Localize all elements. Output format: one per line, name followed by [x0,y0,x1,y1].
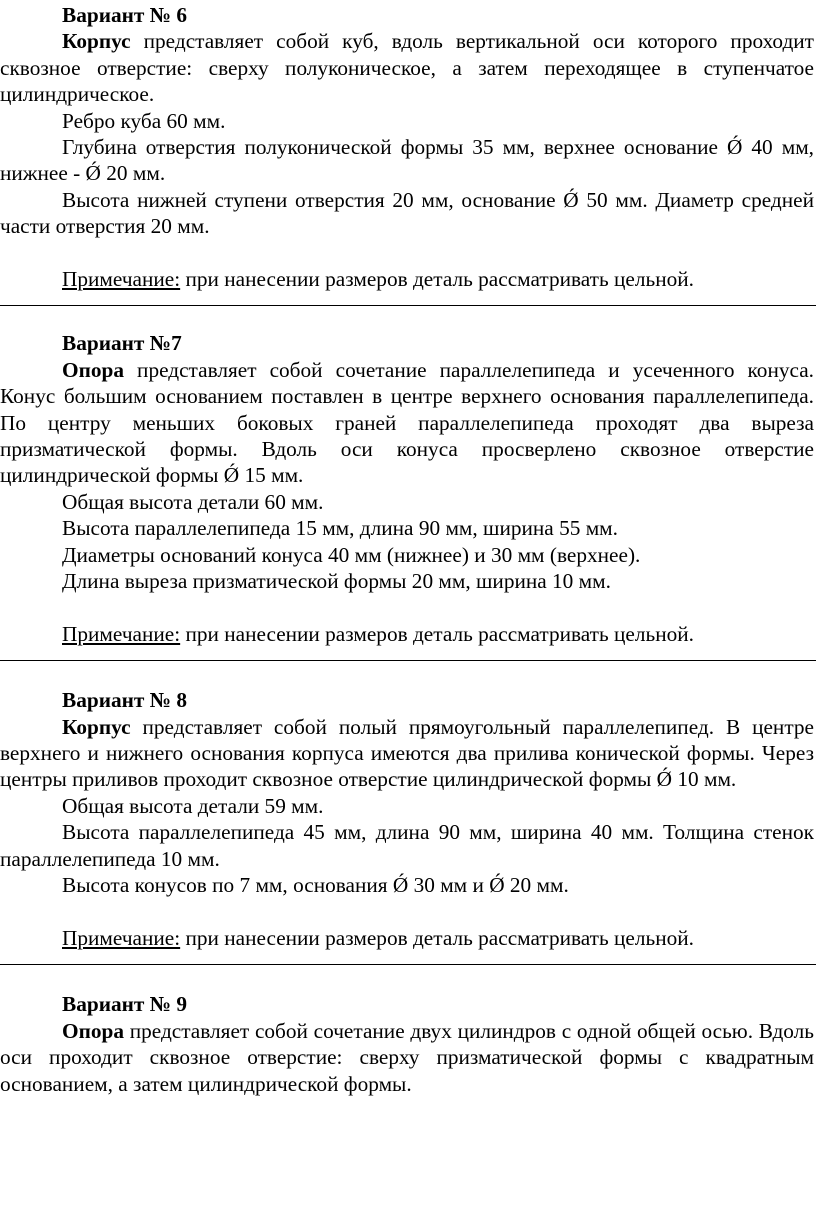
note-text: при нанесении размеров деталь рассматривать цельной. [180,925,694,950]
variant-8-title: Вариант № 8 [62,688,188,713]
variant-8-subject: Корпус [62,714,131,739]
variant-8-description-text: представляет собой полый прямоугольный параллелепипед. В центре верхнего и нижнего основания корпуса имеются два прилива конической формы. Через центры приливов проходит сквозное отверстие цилиндрической формы Ǿ 10 мм. [0,714,814,792]
variant-7-cutout-dims: Длина выреза призматической формы 20 мм, ширина 10 мм. [62,569,611,594]
note-label: Примечание: [62,267,181,292]
variant-8-section [0,687,816,965]
note-text: при нанесении размеров деталь рассматривать цельной. [180,267,694,292]
variant-7-box-dims: Высота параллелепипеда 15 мм, длина 90 мм, ширина 55 мм. [62,516,618,541]
variant-8-note [0,925,816,951]
variant-6-title: Вариант № 6 [62,3,188,27]
variant-7-description [0,357,816,489]
variant-7-section [0,330,816,661]
variant-7-cone-diameters: Диаметры оснований конуса 40 мм (нижнее) и 30 мм (верхнее). [62,542,641,567]
variant-6-description [0,28,816,107]
variant-6-note [0,266,816,292]
variant-6-cube-edge: Ребро куба 60 мм. [62,108,226,133]
note-label: Примечание: [62,925,181,950]
variant-9-section [0,991,816,1097]
document-page [0,2,816,1097]
variant-8-description [0,714,816,793]
variant-8-total-height: Общая высота детали 59 мм. [62,793,324,818]
variant-6-subject: Корпус [62,29,131,54]
variant-8-box-dims: Высота параллелепипеда 45 мм, длина 90 мм, ширина 40 мм. Толщина стенок параллелепипеда 10 мм. [0,820,814,871]
variant-7-subject: Опора [62,357,124,382]
variant-6-section [0,2,816,306]
variant-7-description-text: представляет собой сочетание параллелепипеда и усеченного конуса. Конус большим основанием поставлен в центре верхнего основания параллелепипеда. По центру меньших боковых граней параллелепипеда проходят два выреза призматической формы. Вдоль оси конуса просверлено сквозное отверстие цилиндрической формы Ǿ 15 мм. [0,357,814,488]
variant-6-step-hole: Высота нижней ступени отверстия 20 мм, основание Ǿ 50 мм. Диаметр средней части отверстия 20 мм. [0,187,814,239]
variant-9-description [0,1018,816,1097]
variant-9-subject: Опора [62,1018,124,1043]
note-text: при нанесении размеров деталь рассматривать цельной. [180,621,694,646]
variant-8-cone-dims: Высота конусов по 7 мм, основания Ǿ 30 мм и Ǿ 20 мм. [62,873,569,898]
variant-6-description-text: представляет собой куб, вдоль вертикальной оси которого проходит сквозное отверстие: сверху полуконическое, а затем переходящее в ступенчатое цилиндрическое. [0,29,814,107]
variant-7-note [0,621,816,647]
variant-9-title: Вариант № 9 [62,992,188,1017]
variant-7-total-height: Общая высота детали 60 мм. [62,489,324,514]
note-label: Примечание: [62,621,181,646]
variant-7-title: Вариант №7 [62,331,182,356]
variant-9-description-text: представляет собой сочетание двух цилиндров с одной общей осью. Вдоль оси проходит сквозное отверстие: сверху призматической формы с квадратным основанием, а затем цилиндрической формы. [0,1018,814,1096]
variant-6-cone-hole: Глубина отверстия полуконической формы 35 мм, верхнее основание Ǿ 40 мм, нижнее - Ǿ 20 мм. [0,135,814,186]
